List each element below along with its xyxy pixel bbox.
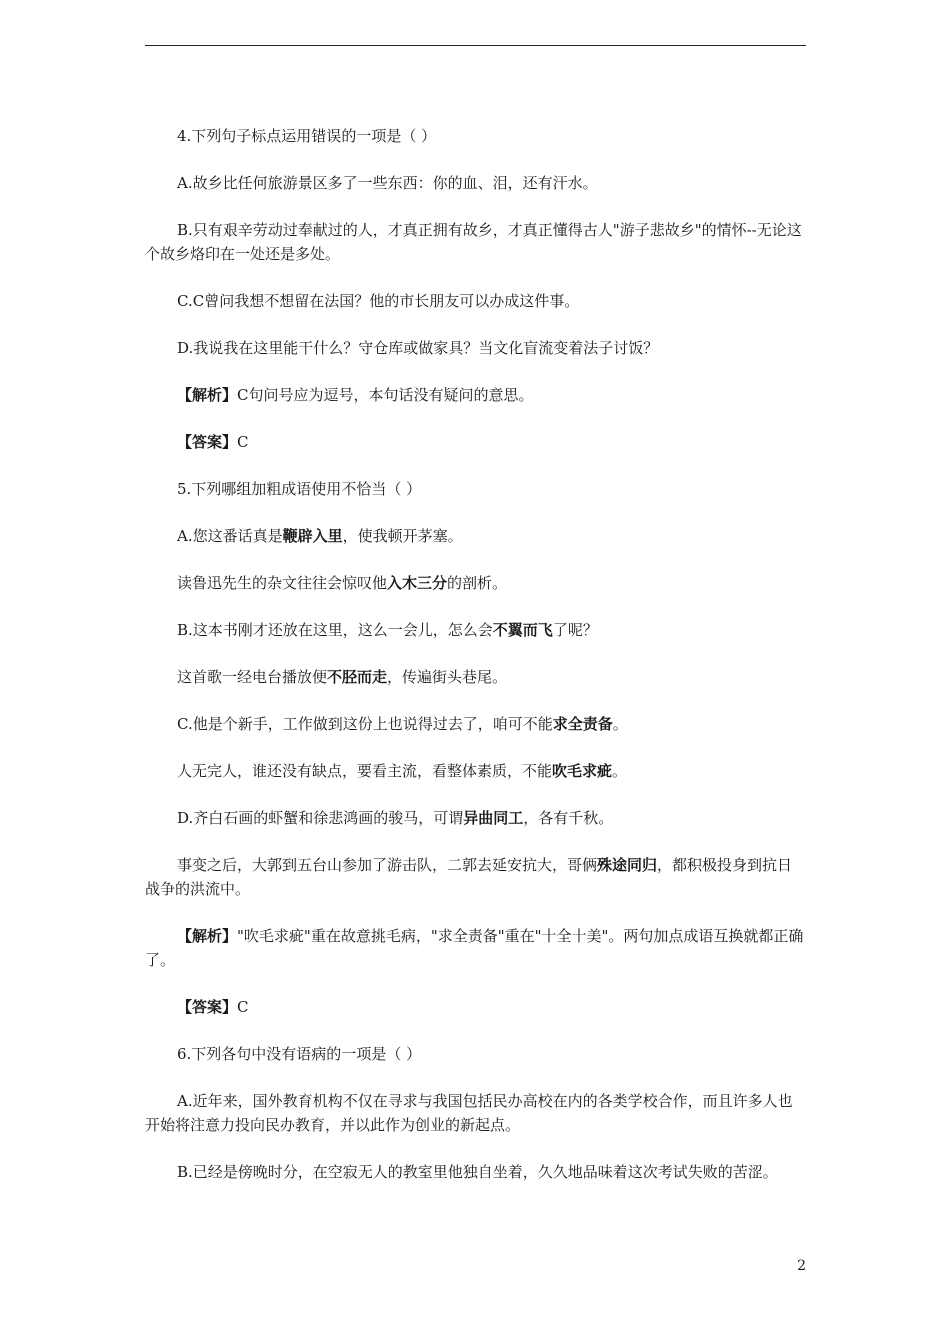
q6-option-b: B.已经是傍晚时分，在空寂无人的教室里他独自坐着，久久地品味着这次考试失败的苦涩。 — [177, 1163, 778, 1181]
analysis-text: C句问号应为逗号，本句话没有疑问的意思。 — [237, 386, 534, 404]
text: A.您这番话真是 — [177, 527, 283, 545]
bold-idiom: 吹毛求疵 — [552, 762, 613, 780]
q6-stem: 6.下列各句中没有语病的一项是（ ） — [177, 1045, 422, 1063]
q4-stem: 4.下列句子标点运用错误的一项是（ ） — [177, 127, 437, 145]
bold-idiom: 不翼而飞 — [492, 621, 553, 639]
page-number: 2 — [797, 1258, 806, 1274]
text: 人无完人，谁还没有缺点，要看主流，看整体素质，不能 — [177, 762, 553, 780]
q4-answer — [145, 430, 806, 454]
text: 读鲁迅先生的杂文往往会惊叹他 — [177, 574, 388, 592]
text: D.齐白石画的虾蟹和徐悲鸿画的骏马，可谓 — [177, 809, 464, 827]
analysis-label: 【解析】 — [177, 386, 238, 404]
analysis-text: "吹毛求疵"重在故意挑毛病，"求全责备"重在"十全十美"。两句加点成语互换就都正确了。 — [145, 927, 804, 969]
answer-text: C — [237, 433, 249, 451]
text: 这首歌一经电台播放便 — [177, 668, 328, 686]
q5-option-a1 — [145, 524, 806, 548]
bold-idiom: 不胫而走 — [327, 668, 388, 686]
text: 了呢？ — [552, 621, 598, 639]
q4-option-d: D.我说我在这里能干什么？守仓库或做家具？当文化盲流变着法子讨饭？ — [177, 339, 659, 357]
text: 。 — [612, 762, 628, 780]
answer-text: C — [237, 998, 249, 1016]
bold-idiom: 殊途同归 — [597, 856, 658, 874]
answer-label: 【答案】 — [177, 998, 238, 1016]
q5-option-d2 — [145, 853, 806, 901]
text: C.他是个新手，工作做到这份上也说得过去了，咱可不能 — [177, 715, 553, 733]
q4-option-c: C.C曾问我想不想留在法国？他的市长朋友可以办成这件事。 — [177, 292, 580, 310]
q5-stem: 5.下列哪组加粗成语使用不恰当（ ） — [177, 480, 422, 498]
q5-option-a2 — [145, 571, 806, 595]
bold-idiom: 入木三分 — [387, 574, 448, 592]
q5-option-c2 — [145, 759, 806, 783]
q4-option-a: A.故乡比任何旅游景区多了一些东西：你的血、泪，还有汗水。 — [177, 174, 598, 192]
q5-option-c1 — [145, 712, 806, 736]
text: B.这本书刚才还放在这里，这么一会儿，怎么会 — [177, 621, 493, 639]
q4-analysis — [145, 383, 806, 407]
text: 的剖析。 — [447, 574, 508, 592]
q4-option-b: B.只有艰辛劳动过奉献过的人，才真正拥有故乡，才真正懂得古人"游子悲故乡"的情怀--无论这个故乡烙印在一处还是多处。 — [145, 221, 802, 263]
bold-idiom: 求全责备 — [552, 715, 613, 733]
q5-analysis — [145, 924, 806, 972]
bold-idiom: 异曲同工 — [463, 809, 524, 827]
bold-idiom: 鞭辟入里 — [282, 527, 343, 545]
q5-option-b1 — [145, 618, 806, 642]
text: 事变之后，大郭到五台山参加了游击队，二郭去延安抗大，哥俩 — [177, 856, 598, 874]
text: ，传遍街头巷尾。 — [387, 668, 508, 686]
q5-option-b2 — [145, 665, 806, 689]
text: ，各有千秋。 — [523, 809, 614, 827]
text: ，都积极投身到抗日战争的洪流中。 — [145, 856, 793, 898]
text: ，使我顿开茅塞。 — [342, 527, 463, 545]
q5-option-d1 — [145, 806, 806, 830]
text: 。 — [612, 715, 628, 733]
q6-option-a: A.近年来，国外教育机构不仅在寻求与我国包括民办高校在内的各类学校合作，而且许多人也开始将注意力投向民办教育，并以此作为创业的新起点。 — [145, 1092, 793, 1134]
header-rule — [145, 45, 806, 46]
analysis-label: 【解析】 — [177, 927, 238, 945]
page-content — [145, 124, 806, 1184]
q5-answer — [145, 995, 806, 1019]
answer-label: 【答案】 — [177, 433, 238, 451]
